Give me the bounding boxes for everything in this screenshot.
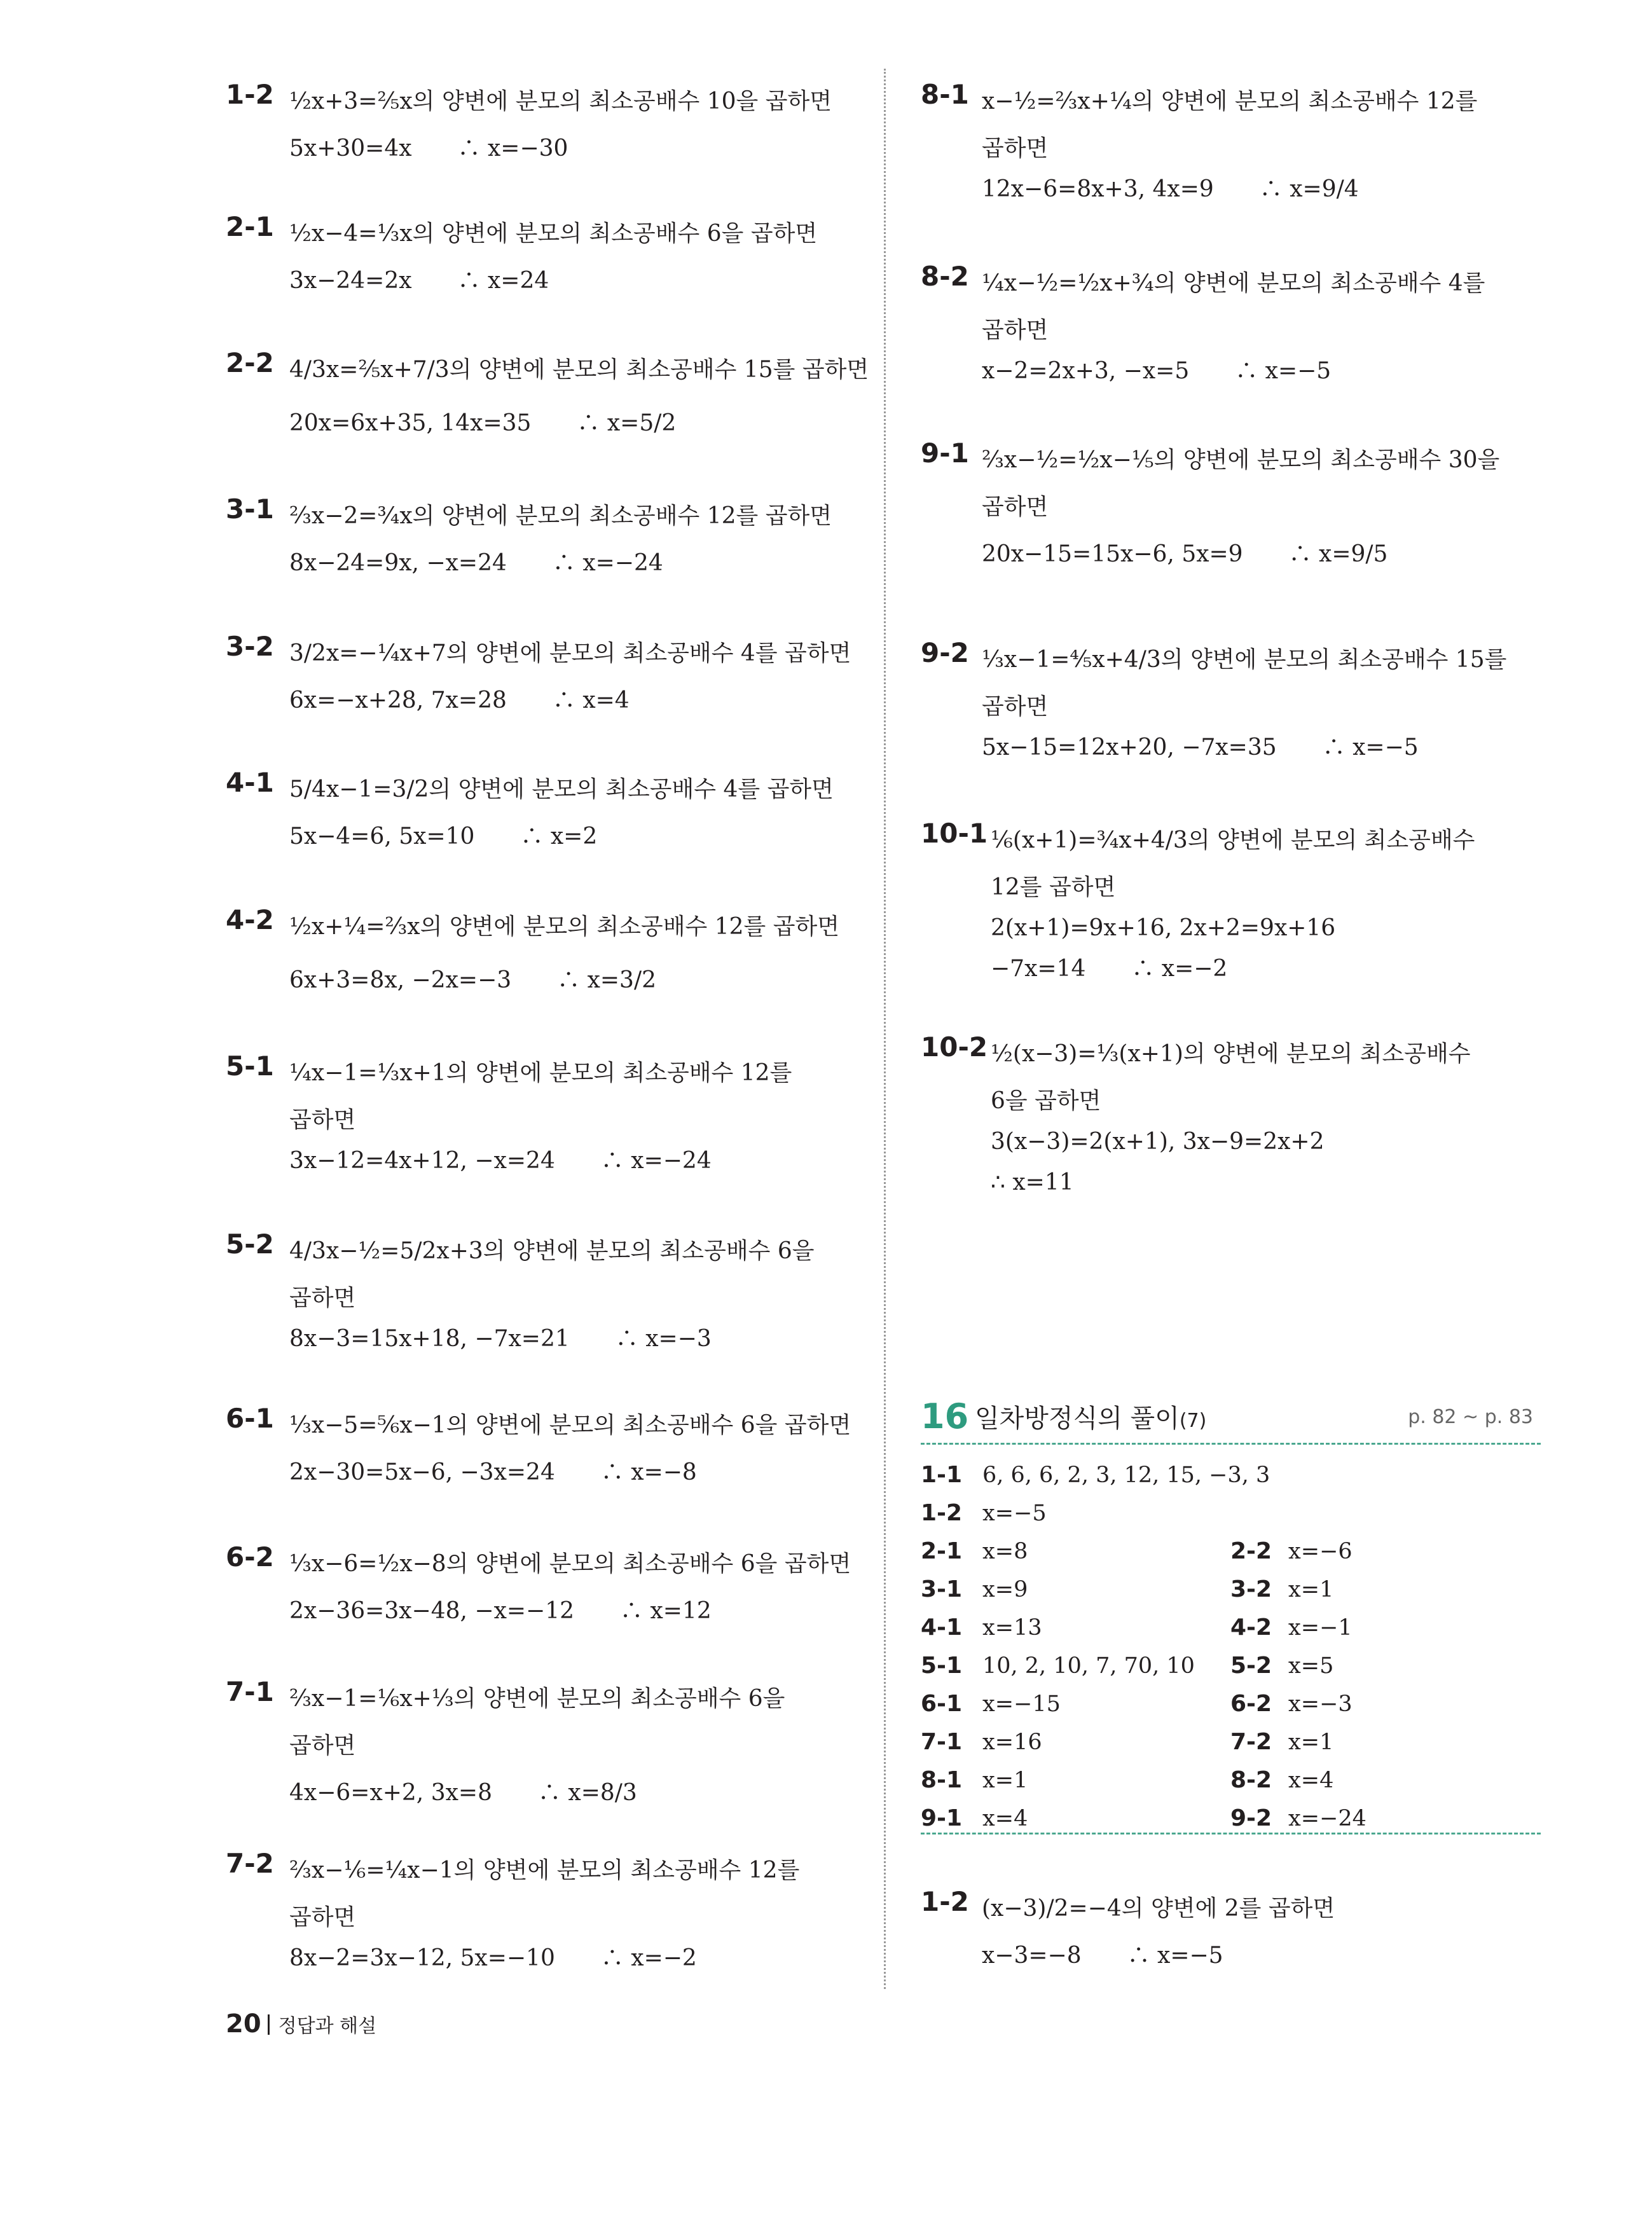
problem-number: 9-1 xyxy=(921,437,969,469)
footer-separator xyxy=(268,2014,270,2035)
problem-number: 2-1 xyxy=(226,211,274,242)
answer-key: 4-2 xyxy=(1230,1614,1272,1641)
equation-line: ⅔x−2=¾x의 양변에 분모의 최소공배수 12를 곱하면 xyxy=(289,503,832,529)
problem-number: 10-2 xyxy=(921,1031,988,1063)
column-divider xyxy=(884,69,886,1989)
solution-line: 4x−6=x+2, 3x=8 ∴ x=8/3 xyxy=(289,1780,637,1806)
continuation-line: 곱하면 xyxy=(982,135,1049,162)
answer-key: 6-1 xyxy=(921,1691,963,1717)
problem-number: 8-2 xyxy=(921,261,969,292)
solution-line: 6x=−x+28, 7x=28 ∴ x=4 xyxy=(289,687,630,713)
problem-number: 7-1 xyxy=(226,1676,274,1707)
equation-line: 4/3x−½=5/2x+3의 양변에 분모의 최소공배수 6을 xyxy=(289,1238,815,1264)
answer-value: x=4 xyxy=(1288,1768,1334,1793)
section-divider xyxy=(921,1833,1541,1834)
answer-row xyxy=(921,1647,1541,1685)
equation-line: ⅓x−1=⅘x+4/3의 양변에 분모의 최소공배수 15를 xyxy=(982,647,1507,673)
solution-line: x−3=−8 ∴ x=−5 xyxy=(982,1943,1223,1969)
answer-value: x=5 xyxy=(1288,1653,1334,1679)
answer-value: x=9 xyxy=(982,1577,1028,1602)
solution-line: 2(x+1)=9x+16, 2x+2=9x+16 xyxy=(991,915,1336,941)
answer-key: 7-2 xyxy=(1230,1729,1272,1755)
equation-line: ¼x−1=⅓x+1의 양변에 분모의 최소공배수 12를 xyxy=(289,1060,792,1086)
solution-line: 8x−2=3x−12, 5x=−10 ∴ x=−2 xyxy=(289,1945,697,1971)
problem-number: 5-1 xyxy=(226,1050,274,1082)
answer-row xyxy=(921,1685,1541,1723)
answer-key: 3-1 xyxy=(921,1576,963,1602)
solution-line: −7x=14 ∴ x=−2 xyxy=(991,956,1228,982)
answer-value: x=1 xyxy=(982,1768,1028,1793)
section-header xyxy=(921,1396,1541,1445)
continuation-line: 곱하면 xyxy=(982,694,1049,720)
continuation-line: 곱하면 xyxy=(289,1904,356,1931)
answer-key: 2-2 xyxy=(1230,1538,1272,1564)
answer-key: 6-2 xyxy=(1230,1691,1272,1717)
answer-value: x=8 xyxy=(982,1539,1028,1564)
equation-line: ½x−4=⅓x의 양변에 분모의 최소공배수 6을 곱하면 xyxy=(289,221,818,247)
answer-value: x=−6 xyxy=(1288,1539,1353,1564)
solution-line: 20x−15=15x−6, 5x=9 ∴ x=9/5 xyxy=(982,541,1388,567)
answer-row xyxy=(921,1532,1541,1571)
answer-key: 8-1 xyxy=(921,1767,963,1793)
problem-number: 6-2 xyxy=(226,1541,274,1573)
solution-line: 2x−30=5x−6, −3x=24 ∴ x=−8 xyxy=(289,1459,697,1485)
solution-line: 3(x−3)=2(x+1), 3x−9=2x+2 xyxy=(991,1129,1325,1155)
solution-line: 3x−12=4x+12, −x=24 ∴ x=−24 xyxy=(289,1148,712,1174)
problem-number: 6-1 xyxy=(226,1403,274,1434)
solution-line: 5x+30=4x ∴ x=−30 xyxy=(289,135,568,162)
problem-number: 5-2 xyxy=(226,1229,274,1260)
answer-value: 10, 2, 10, 7, 70, 10 xyxy=(982,1653,1195,1679)
equation-line: ⅓x−5=⅚x−1의 양변에 분모의 최소공배수 6을 곱하면 xyxy=(289,1412,851,1438)
solution-line: 3x−24=2x ∴ x=24 xyxy=(289,268,549,294)
problem-number: 3-1 xyxy=(226,493,274,525)
equation-line: ½(x−3)=⅓(x+1)의 양변에 분모의 최소공배수 xyxy=(991,1041,1471,1067)
continuation-line: 곱하면 xyxy=(289,1285,356,1311)
answer-value: 6, 6, 6, 2, 3, 12, 15, −3, 3 xyxy=(982,1463,1270,1488)
answer-value: x=16 xyxy=(982,1730,1042,1755)
continuation-line: 곱하면 xyxy=(289,1107,356,1133)
answer-row xyxy=(921,1761,1541,1800)
answer-value: x=13 xyxy=(982,1615,1042,1641)
answer-key: 1-1 xyxy=(921,1462,963,1488)
equation-line: ⅔x−1=⅙x+⅓의 양변에 분모의 최소공배수 6을 xyxy=(289,1686,785,1712)
solution-line: ∴ x=11 xyxy=(991,1169,1074,1195)
page-number: 20 xyxy=(226,2009,261,2039)
answer-row xyxy=(921,1723,1541,1761)
continuation-line: 곱하면 xyxy=(982,494,1049,520)
equation-line: 3/2x=−¼x+7의 양변에 분모의 최소공배수 4를 곱하면 xyxy=(289,640,851,666)
solution-line: 8x−3=15x+18, −7x=21 ∴ x=−3 xyxy=(289,1326,712,1352)
answer-key: 9-1 xyxy=(921,1805,963,1831)
problem-number: 2-2 xyxy=(226,347,274,378)
problem-number: 9-2 xyxy=(921,637,969,668)
problem-number: 1-2 xyxy=(921,1886,969,1917)
equation-line: ⅓x−6=½x−8의 양변에 분모의 최소공배수 6을 곱하면 xyxy=(289,1551,851,1577)
answer-value: x=−15 xyxy=(982,1691,1061,1717)
equation-line: (x−3)/2=−4의 양변에 2를 곱하면 xyxy=(982,1896,1335,1922)
answer-value: x=−1 xyxy=(1288,1615,1353,1641)
answer-row xyxy=(921,1571,1541,1609)
answer-value: x=1 xyxy=(1288,1577,1334,1602)
answer-key: 4-1 xyxy=(921,1614,963,1641)
answer-row xyxy=(921,1800,1541,1838)
answer-list xyxy=(921,1456,1541,1838)
section-page-range: p. 82 ~ p. 83 xyxy=(1408,1406,1533,1428)
equation-line: x−½=⅔x+¼의 양변에 분모의 최소공배수 12를 xyxy=(982,88,1478,114)
problem-number: 4-1 xyxy=(226,767,274,798)
problem-number: 10-1 xyxy=(921,818,988,849)
continuation-line: 12를 곱하면 xyxy=(991,874,1116,900)
footer-label: 정답과 해설 xyxy=(278,2015,377,2037)
solution-line: 2x−36=3x−48, −x=−12 ∴ x=12 xyxy=(289,1598,712,1624)
answer-value: x=−5 xyxy=(982,1501,1047,1526)
equation-line: ⅙(x+1)=¾x+4/3의 양변에 분모의 최소공배수 xyxy=(991,827,1475,853)
answer-value: x=−24 xyxy=(1288,1806,1366,1831)
answer-key: 5-1 xyxy=(921,1653,963,1679)
answer-row xyxy=(921,1494,1541,1532)
solution-line: x−2=2x+3, −x=5 ∴ x=−5 xyxy=(982,358,1332,384)
problem-number: 1-2 xyxy=(226,79,274,110)
answer-row xyxy=(921,1609,1541,1647)
continuation-line: 6을 곱하면 xyxy=(991,1088,1101,1114)
solution-line: 12x−6=8x+3, 4x=9 ∴ x=9/4 xyxy=(982,176,1359,202)
section-title-suffix: (7) xyxy=(1179,1410,1207,1432)
section-number: 16 xyxy=(921,1396,969,1436)
equation-line: ¼x−½=½x+¾의 양변에 분모의 최소공배수 4를 xyxy=(982,270,1485,296)
equation-line: ½x+¼=⅔x의 양변에 분모의 최소공배수 12를 곱하면 xyxy=(289,914,840,940)
solution-line: 5x−4=6, 5x=10 ∴ x=2 xyxy=(289,823,598,850)
answer-value: x=−3 xyxy=(1288,1691,1353,1717)
equation-line: 4/3x=⅖x+7/3의 양변에 분모의 최소공배수 15를 곱하면 xyxy=(289,357,869,383)
answer-key: 8-2 xyxy=(1230,1767,1272,1793)
answer-key: 9-2 xyxy=(1230,1805,1272,1831)
section-title xyxy=(975,1401,1206,1439)
continuation-line: 곱하면 xyxy=(982,317,1049,343)
answer-key: 7-1 xyxy=(921,1729,963,1755)
problem-number: 7-2 xyxy=(226,1848,274,1879)
page-footer xyxy=(226,2009,376,2039)
solution-line: 6x+3=8x, −2x=−3 ∴ x=3/2 xyxy=(289,967,656,993)
solution-line: 8x−24=9x, −x=24 ∴ x=−24 xyxy=(289,550,663,576)
equation-line: 5/4x−1=3/2의 양변에 분모의 최소공배수 4를 곱하면 xyxy=(289,776,834,802)
equation-line: ⅔x−⅙=¼x−1의 양변에 분모의 최소공배수 12를 xyxy=(289,1857,800,1883)
answer-value: x=1 xyxy=(1288,1730,1334,1755)
answer-key: 1-2 xyxy=(921,1500,963,1526)
solution-line: 20x=6x+35, 14x=35 ∴ x=5/2 xyxy=(289,410,677,436)
section-title-text: 일차방정식의 풀이 xyxy=(975,1404,1180,1433)
problem-number: 4-2 xyxy=(226,904,274,935)
solution-line: 5x−15=12x+20, −7x=35 ∴ x=−5 xyxy=(982,734,1419,761)
answer-key: 5-2 xyxy=(1230,1653,1272,1679)
answer-value: x=4 xyxy=(982,1806,1028,1831)
problem-number: 3-2 xyxy=(226,631,274,662)
equation-line: ½x+3=⅖x의 양변에 분모의 최소공배수 10을 곱하면 xyxy=(289,88,832,114)
continuation-line: 곱하면 xyxy=(289,1733,356,1759)
equation-line: ⅔x−½=½x−⅕의 양변에 분모의 최소공배수 30을 xyxy=(982,447,1500,473)
answer-key: 2-1 xyxy=(921,1538,963,1564)
answer-row xyxy=(921,1456,1541,1494)
problem-number: 8-1 xyxy=(921,79,969,110)
answer-key: 3-2 xyxy=(1230,1576,1272,1602)
